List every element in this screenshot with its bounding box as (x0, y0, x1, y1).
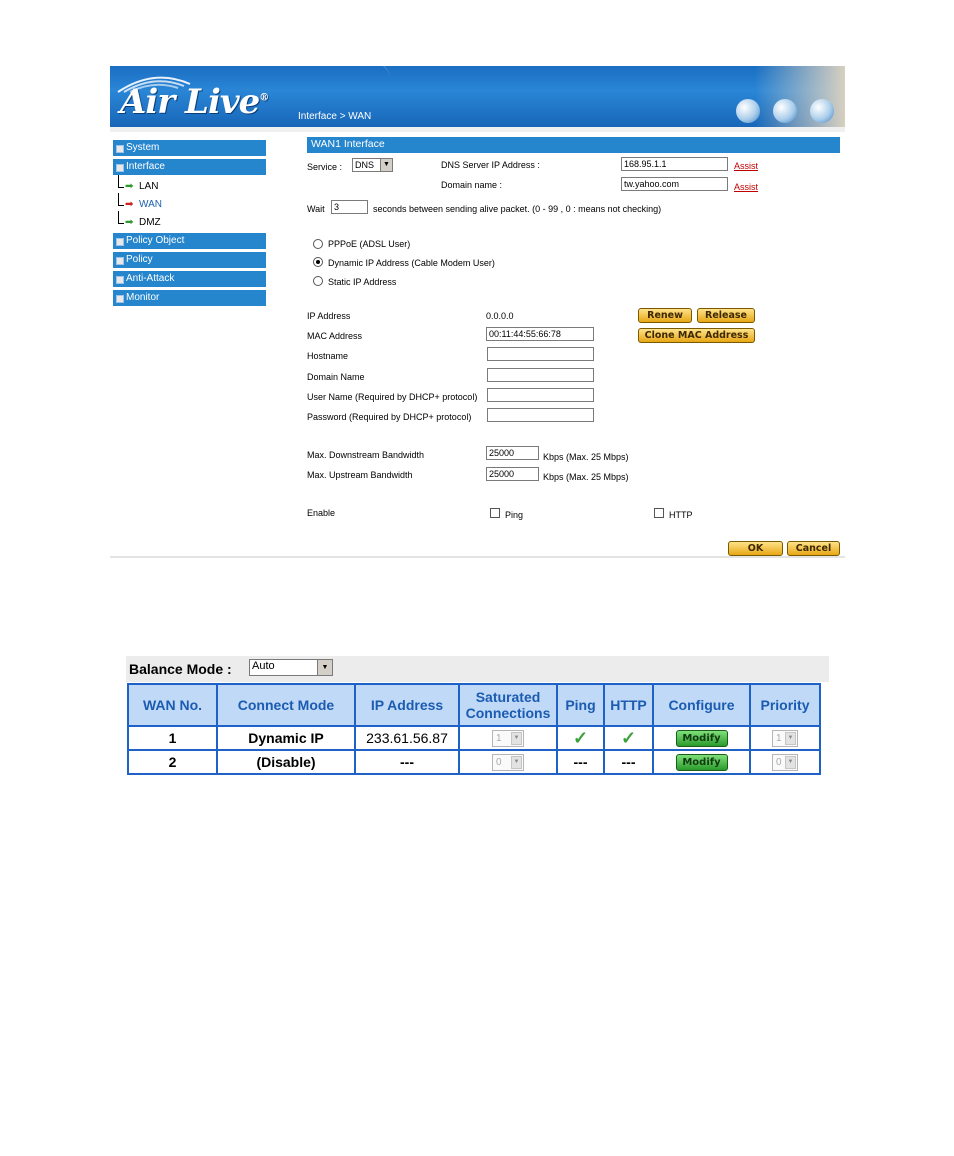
dns-server-label: DNS Server IP Address : (441, 160, 540, 170)
connect-mode-cell: Dynamic IP (217, 726, 355, 750)
chevron-down-icon: ▼ (317, 660, 332, 675)
balance-mode-screenshot (126, 656, 829, 778)
checkmark-icon: ✓ (620, 728, 637, 748)
priority-select[interactable]: 0 ▼ (772, 754, 798, 771)
wan-no-cell: 2 (128, 750, 217, 774)
configure-cell (653, 750, 750, 774)
sidebar-item-policy-object[interactable]: Policy Object (113, 233, 266, 250)
dynamic-ip-radio[interactable] (313, 257, 323, 267)
column-header: Connect Mode (217, 684, 355, 726)
upstream-label: Max. Upstream Bandwidth (307, 470, 413, 480)
balance-mode-select[interactable]: Auto ▼ (249, 659, 333, 676)
ip-address-value: 0.0.0.0 (486, 311, 514, 321)
column-header: HTTP (604, 684, 653, 726)
service-label: Service : (307, 162, 343, 172)
username-label: User Name (Required by DHCP+ protocol) (307, 392, 478, 402)
http-cell: --- (604, 750, 653, 774)
sidebar-item-monitor[interactable]: Monitor (113, 290, 266, 307)
http-label: HTTP (669, 510, 693, 520)
clone-mac-button[interactable]: Clone MAC Address (638, 328, 755, 343)
saturated-cell (459, 750, 557, 774)
airlive-logo: Air Live® (120, 82, 269, 122)
chevron-down-icon: ▼ (785, 756, 796, 769)
ip-address-cell: 233.61.56.87 (355, 726, 459, 750)
column-header: Configure (653, 684, 750, 726)
expand-icon (116, 257, 124, 265)
static-ip-label: Static IP Address (328, 277, 397, 287)
sidebar-item-interface[interactable]: Interface (113, 159, 266, 176)
saturated-select[interactable]: 0 ▼ (492, 754, 524, 771)
globe-icon (773, 99, 797, 123)
wait-suffix: seconds between sending alive packet. (0 - 99 , 0 : means not checking) (373, 204, 662, 214)
hostname-label: Hostname (307, 351, 349, 361)
downstream-unit: Kbps (Max. 25 Mbps) (543, 452, 629, 462)
service-select[interactable]: DNS ▼ (352, 158, 393, 172)
wait-input[interactable]: 3 (331, 200, 368, 214)
connect-mode-cell: (Disable) (217, 750, 355, 774)
pppoe-label: PPPoE (ADSL User) (328, 239, 411, 249)
checkmark-icon: ✓ (572, 728, 589, 748)
wan-config-screenshot: Air Live® Interface > WAN System Interface ➡ LAN ➡ WAN ➡ DMZ Policy Object Policy Anti-Attack Monitor WAN1 Interface Service : DNS ▼ DNS Server IP Address : 168.95.1.1 Assist Domain name : tw.yahoo.com Assist Wait 3 seconds between sending alive packet. (0 - 99 , 0 : means not checking) PPPoE (ADSL User) Dynamic IP Address (Cable Modem User) Static IP Address IP Address 0.0.0.0 Renew Release MAC Address 00:11:44:55:66:78 Clone MAC Address Hostname Domain Name User Name (Required by DHCP+ protocol) Password (Required by DHCP+ protocol) Max. Downstream Bandwidth 25000 Kbps (Max. 25 Mbps) Max. Upstream Bandwidth 25000 Kbps (Max. 25 Mbps) Enable Ping HTTP OK Cancel (110, 66, 845, 558)
expand-icon (116, 145, 124, 153)
upstream-unit: Kbps (Max. 25 Mbps) (543, 472, 629, 482)
header-banner (110, 66, 845, 127)
arrow-right-icon: ➡ (125, 199, 134, 210)
chevron-down-icon: ▼ (511, 732, 522, 745)
sidebar-item-anti-attack[interactable]: Anti-Attack (113, 271, 266, 288)
wait-label: Wait (307, 204, 325, 214)
ping-cell (557, 726, 604, 750)
expand-icon (116, 295, 124, 303)
priority-select[interactable]: 1 ▼ (772, 730, 798, 747)
balance-mode-label: Balance Mode : (129, 661, 232, 677)
ping-checkbox[interactable] (490, 508, 500, 518)
expand-icon (116, 238, 124, 246)
http-cell (604, 726, 653, 750)
expand-icon (116, 276, 124, 284)
ip-address-cell: --- (355, 750, 459, 774)
mac-address-label: MAC Address (307, 331, 363, 341)
column-header: IP Address (355, 684, 459, 726)
modify-button[interactable]: Modify (676, 730, 728, 747)
pppoe-radio[interactable] (313, 239, 323, 249)
column-header: Saturated Connections (459, 684, 557, 726)
ok-button[interactable]: OK (728, 541, 783, 556)
upstream-input[interactable]: 25000 (486, 467, 539, 481)
chevron-down-icon: ▼ (785, 732, 796, 745)
wan-table (127, 683, 821, 775)
ping-cell: --- (557, 750, 604, 774)
ip-address-label: IP Address (307, 311, 351, 321)
domainname-label: Domain Name (307, 372, 365, 382)
cancel-button[interactable]: Cancel (787, 541, 840, 556)
domainname-input[interactable] (487, 368, 594, 382)
table-row (128, 726, 820, 750)
downstream-input[interactable]: 25000 (486, 446, 539, 460)
table-header-row (128, 684, 820, 726)
saturated-select[interactable]: 1 ▼ (492, 730, 524, 747)
password-input[interactable] (487, 408, 594, 422)
dns-server-input[interactable]: 168.95.1.1 (621, 157, 728, 171)
hostname-input[interactable] (487, 347, 594, 361)
collapse-icon (116, 164, 124, 172)
dynamic-ip-label: Dynamic IP Address (Cable Modem User) (328, 258, 495, 268)
column-header: Priority (750, 684, 820, 726)
configure-cell (653, 726, 750, 750)
column-header: Ping (557, 684, 604, 726)
domain-name-label: Domain name : (441, 180, 503, 190)
chevron-down-icon: ▼ (380, 159, 392, 171)
arrow-right-icon: ➡ (125, 217, 134, 228)
password-label: Password (Required by DHCP+ protocol) (307, 412, 472, 422)
enable-label: Enable (307, 508, 336, 518)
priority-cell (750, 750, 820, 774)
chevron-down-icon: ▼ (511, 756, 522, 769)
saturated-cell (459, 726, 557, 750)
modify-button[interactable]: Modify (676, 754, 728, 771)
dns-assist-link[interactable]: Assist (734, 161, 759, 171)
domain-name-input[interactable]: tw.yahoo.com (621, 177, 728, 191)
globe-icon (736, 99, 760, 123)
section-title-bar: WAN1 Interface (307, 137, 840, 153)
http-checkbox[interactable] (654, 508, 664, 518)
arrow-right-icon: ➡ (125, 181, 134, 192)
priority-cell (750, 726, 820, 750)
release-button[interactable]: Release (697, 308, 755, 323)
renew-button[interactable]: Renew (638, 308, 692, 323)
mac-address-input[interactable]: 00:11:44:55:66:78 (486, 327, 594, 341)
ping-label: Ping (505, 510, 524, 520)
column-header: WAN No. (128, 684, 217, 726)
downstream-label: Max. Downstream Bandwidth (307, 450, 425, 460)
static-ip-radio[interactable] (313, 276, 323, 286)
sidebar-item-system[interactable]: System (113, 140, 266, 157)
table-row (128, 750, 820, 774)
sidebar-item-policy[interactable]: Policy (113, 252, 266, 269)
breadcrumb: Interface > WAN (298, 111, 372, 122)
globe-icon (810, 99, 834, 123)
wan-no-cell: 1 (128, 726, 217, 750)
username-input[interactable] (487, 388, 594, 402)
domain-assist-link[interactable]: Assist (734, 182, 759, 192)
